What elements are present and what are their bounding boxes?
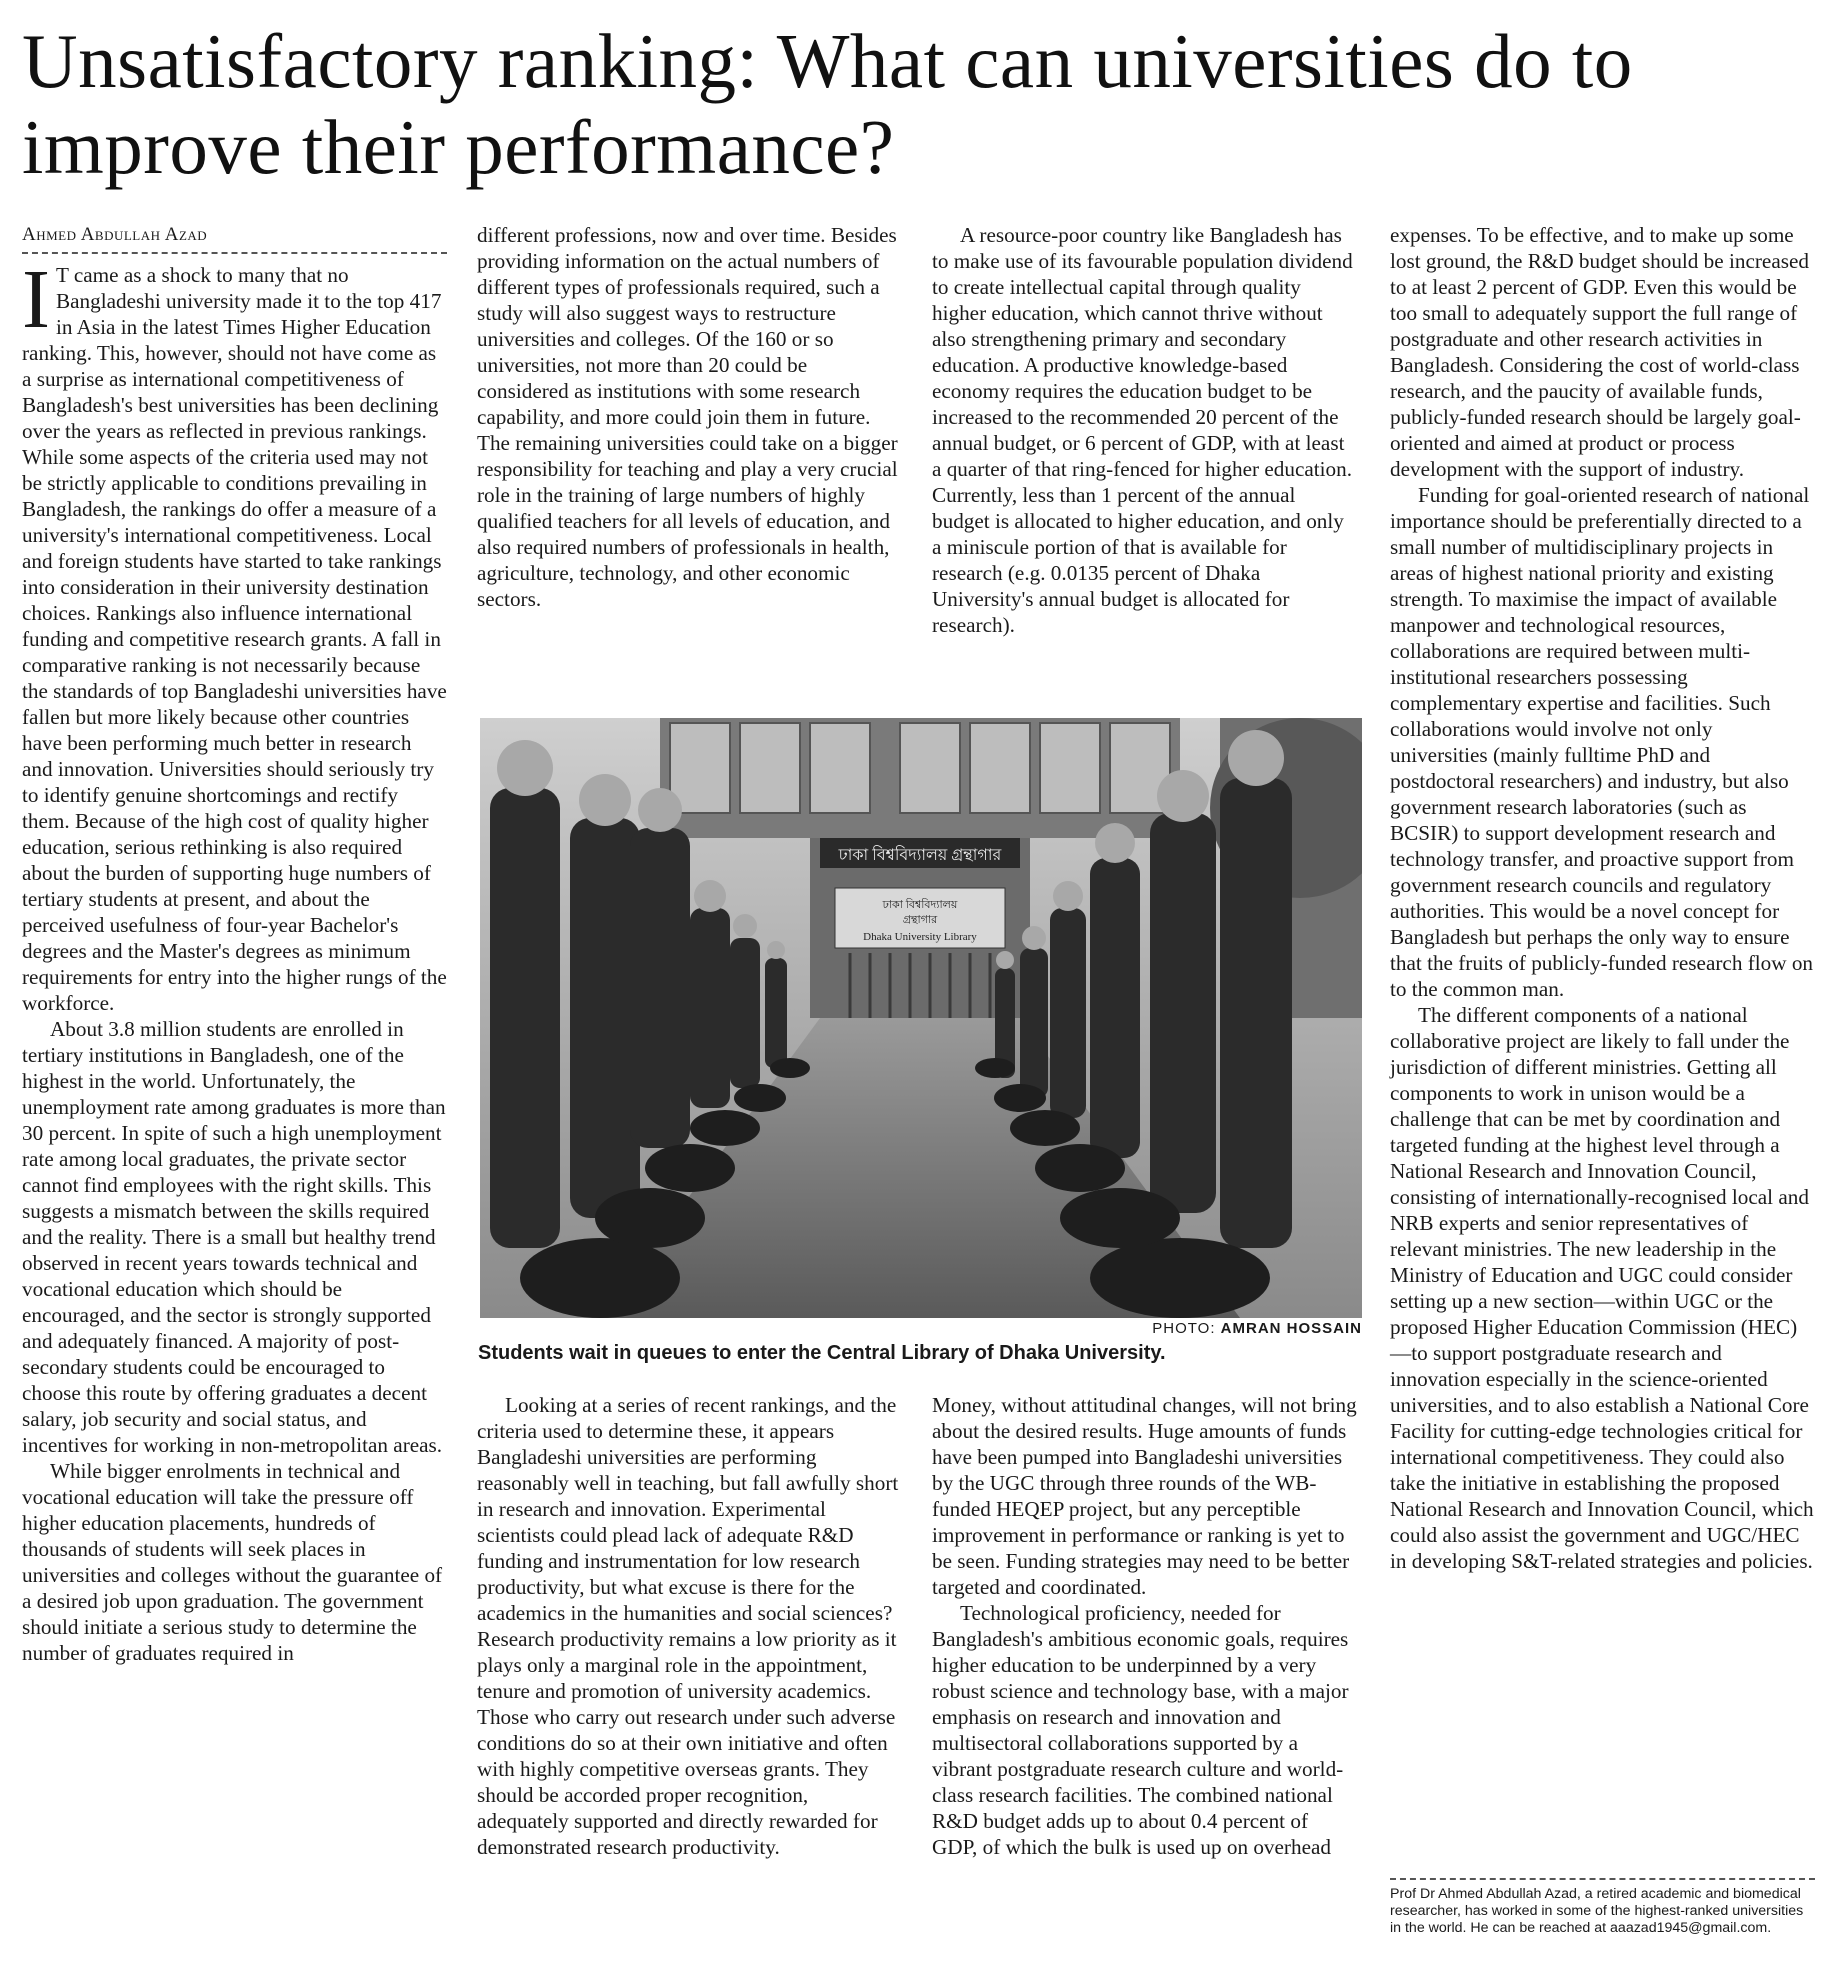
byline: Ahmed Abdullah Azad xyxy=(22,222,447,254)
library-queue-photo xyxy=(480,718,1362,1318)
article-column-2-top xyxy=(477,222,902,612)
photo-caption: Students wait in queues to enter the Central Library of Dhaka University. xyxy=(478,1342,1166,1364)
paragraph: While bigger enrolments in technical and vocational education will take the pressure off higher education placements, hundreds of thousands of students will seek places in universities and colleges without the guarantee of a desired job upon graduation. The government should initiate a serious study to determine the number of graduates required in xyxy=(22,1459,443,1665)
paragraph xyxy=(22,253,447,1016)
article-photo xyxy=(480,718,1362,1318)
paragraph: different professions, now and over time. Besides providing information on the actual numbers of different types of professionals required, such a study will also suggest ways to restructure universities and colleges. Of the 160 or so universities, not more than 20 could be considered as institutions with some research capability, and more could join them in future. The remaining universities could take on a bigger responsibility for teaching and play a very crucial role in the training of large numbers of highly qualified teachers for all levels of education, and also required numbers of professionals in health, agriculture, technology, and other economic sectors. xyxy=(477,223,898,611)
article-column-4 xyxy=(1390,222,1815,1574)
paragraph: The different components of a national collaborative project are likely to fall under the jurisdiction of different ministries. Getting all components to work in unison would be a challenge that can be met by coordination and targeted funding at the highest level through a National Research and Innovation Council, consisting of internationally-recognised local and NRB experts and senior representatives of relevant ministries. The new leadership in the Ministry of Education and UGC could consider setting up a new section—within UGC or the proposed Higher Education Commission (HEC)—to support postgraduate research and innovation especially in the science-oriented universities, and to also establish a National Core Facility for cutting-edge technologies critical for international competitiveness. They could also take the initiative in establishing the proposed National Research and Innovation Council, which could also assist the government and UGC/HEC in developing S&T-related strategies and policies. xyxy=(1390,1003,1814,1573)
author-bio: Prof Dr Ahmed Abdullah Azad, a retired academic and biomedical researcher, has worked in some of the highest-ranked universities in the world. He can be reached at aaazad1945@gmail.com. xyxy=(1390,1878,1815,1937)
article-column-3-top xyxy=(932,222,1357,638)
library-sign: ঢাকা বিশ্ববিদ্যালয় গ্রন্থাগার xyxy=(838,847,1002,864)
paragraph: About 3.8 million students are enrolled in tertiary institutions in Bangladesh, one of the highest in the world. Unfortunately, the unemployment rate among graduates is more than 30 percent. In spite of such a high unemployment rate among local graduates, the private sector cannot find employees with the right skills. This suggests a mismatch between the skills required and the reality. There is a small but healthy trend observed in recent years towards technical and vocational education which should be encouraged, and the sector is strongly supported and adequately financed. A majority of post-secondary students could be encouraged to choose this route by offering graduates a decent salary, job security and social status, and incentives for working in non-metropolitan areas. xyxy=(22,1017,446,1457)
paragraph: Technological proficiency, needed for Bangladesh's ambitious economic goals, requires higher education to be underpinned by a very robust science and technology base, with a major emphasis on research and innovation and multisectoral collaborations supported by a vibrant postgraduate research culture and world-class research facilities. The combined national R&D budget adds up to about 0.4 percent of GDP, of which the bulk is used up on overhead xyxy=(932,1601,1349,1859)
photo-credit-label: PHOTO: xyxy=(1152,1320,1216,1337)
library-sign-small: গ্রন্থাগার xyxy=(902,914,938,926)
paragraph: A resource-poor country like Bangladesh has to make use of its favourable population dividend to create intellectual capital through quality higher education, which cannot thrive without also strengthening primary and secondary education. A productive knowledge-based economy requires the education budget to be increased to the recommended 20 percent of the annual budget, or 6 percent of GDP, with at least a quarter of that ring-fenced for higher education. Currently, less than 1 percent of the annual budget is allocated to higher education, and only a miniscule portion of that is available for research (e.g. 0.0135 percent of Dhaka University's annual budget is allocated for research). xyxy=(932,223,1353,637)
article-column-2-bottom xyxy=(477,1392,902,1860)
paragraph: Money, without attitudinal changes, will not bring about the desired results. Huge amounts of funds have been pumped into Bangladeshi universities by the UGC through three rounds of the WB-funded HEQEP project, but any perceptible improvement in performance or ranking is yet to be seen. Funding strategies may need to be better targeted and coordinated. xyxy=(932,1393,1357,1599)
photo-credit xyxy=(1000,1320,1362,1337)
headline: Unsatisfactory ranking: What can universities do to improve their performance? xyxy=(22,18,1633,190)
article-column-3-bottom xyxy=(932,1392,1357,1860)
paragraph: Funding for goal-oriented research of national importance should be preferentially directed to a small number of multidisciplinary projects in areas of highest national priority and existing strength. To maximise the impact of available manpower and technological resources, collaborations are required between multi-institutional researchers possessing complementary expertise and facilities. Such collaborations would involve not only universities (mainly fulltime PhD and postdoctoral researchers) and industry, but also government research laboratories (such as BCSIR) to support development research and technology transfer, and proactive support from government research councils and regulatory authorities. This would be a novel concept for Bangladesh but perhaps the only way to ensure that the fruits of publicly-funded research flow on to the common man. xyxy=(1390,483,1814,1001)
paragraph: Looking at a series of recent rankings, and the criteria used to determine these, it appears Bangladeshi universities are performing reasonably well in teaching, but fall awfully short in research and innovation. Experimental scientists could plead lack of adequate R&D funding and instrumentation for low research productivity, but what excuse is there for the academics in the humanities and social sciences? Research productivity remains a low priority as it plays only a marginal role in the appointment, tenure and promotion of university academics. Those who carry out research under such adverse conditions do so at their own initiative and often with highly competitive overseas grants. They should be accorded proper recognition, adequately supported and directly rewarded for demonstrated research productivity. xyxy=(477,1393,899,1859)
paragraph: expenses. To be effective, and to make up some lost ground, the R&D budget should be increased to at least 2 percent of GDP. Even this would be too small to adequately support the full range of postgraduate and other research activities in Bangladesh. Considering the cost of world-class research, and the paucity of available funds, publicly-funded research should be largely goal-oriented and aimed at product or process development with the support of industry. xyxy=(1390,223,1809,481)
article-column-1 xyxy=(22,222,447,1666)
library-sign-small: ঢাকা বিশ্ববিদ্যালয় xyxy=(882,899,958,911)
drop-cap: I xyxy=(22,253,50,346)
photo-credit-name: AMRAN HOSSAIN xyxy=(1220,1320,1362,1337)
paragraph-text: T came as a shock to many that no Bangladeshi university made it to the top 417 in Asia in the latest Times Higher Education ranking. This, however, should not have come as a surprise as international competitiveness of Bangladesh's best universities has been declining over the years as reflected in previous rankings. While some aspects of the criteria used may not be strictly applicable to conditions prevailing in Bangladesh, the rankings do offer a measure of a university's international competitiveness. Local and foreign students have started to take rankings into consideration in their university destination choices. Rankings also influence international funding and competitive research grants. A fall in comparative ranking is not necessarily because the standards of top Bangladeshi universities have fallen but more likely because other countries have been performing much better in research and innovation. Universities should seriously try to identify genuine shortcomings and rectify them. Because of the high cost of quality higher education, serious rethinking is also required about the burden of supporting huge numbers of tertiary students at present, and about the perceived usefulness of four-year Bachelor's degrees and the Master's degrees as minimum requirements for entry into the higher rungs of the workforce. xyxy=(22,263,447,1015)
library-sign-small: Dhaka University Library xyxy=(863,931,977,943)
